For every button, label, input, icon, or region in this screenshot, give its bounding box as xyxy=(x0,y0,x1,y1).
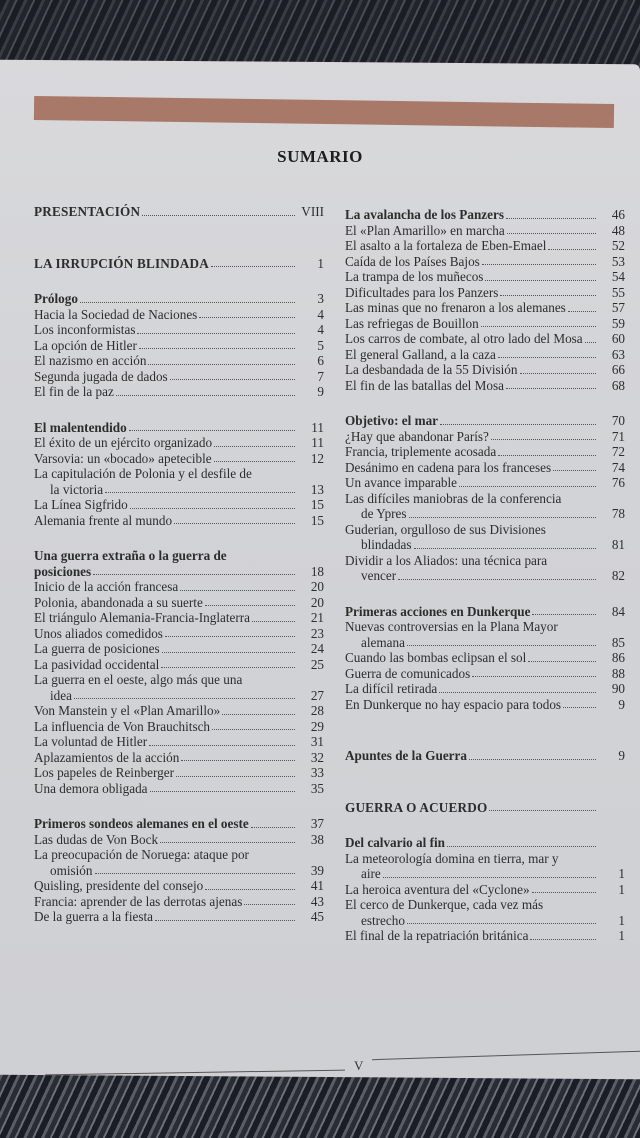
toc-entry[interactable] xyxy=(34,734,324,750)
leader-dots xyxy=(150,791,295,792)
leader-dots xyxy=(130,508,295,509)
toc-page-number: 59 xyxy=(611,315,625,331)
toc-label-continued: blindadas xyxy=(361,537,412,552)
leader-dots xyxy=(105,492,295,493)
leader-dots xyxy=(211,266,295,267)
leader-dots xyxy=(585,342,596,343)
toc-label: Francia: aprender de las derrotas ajenas xyxy=(34,893,243,909)
toc-entry[interactable] xyxy=(345,300,625,316)
toc-label: El éxito de un ejército organizado xyxy=(34,435,213,450)
toc-label: Los papeles de Reinberger xyxy=(34,765,175,780)
leader-dots xyxy=(459,486,596,487)
toc-page-number: 90 xyxy=(611,681,625,696)
toc-label: Guerra de comunicados xyxy=(345,665,471,681)
toc-page-number: 48 xyxy=(611,222,625,238)
toc-label-continued: vencer xyxy=(361,568,397,583)
toc-entry[interactable] xyxy=(345,666,625,682)
toc-page-number: 53 xyxy=(611,253,625,269)
leader-dots xyxy=(251,827,295,828)
toc-page-number: 78 xyxy=(611,506,625,521)
toc-page-number: 38 xyxy=(310,831,324,847)
leader-dots xyxy=(116,395,295,396)
toc-label: Primeras acciones en Dunkerque xyxy=(345,603,531,619)
toc-label-continued: alemana xyxy=(361,634,405,650)
toc-label: Alemania frente al mundo xyxy=(34,512,173,528)
leader-dots xyxy=(252,621,295,622)
toc-entry[interactable] xyxy=(34,338,324,354)
footer-page-number: V xyxy=(354,1058,364,1073)
toc-entry[interactable] xyxy=(345,285,625,301)
toc-entry[interactable] xyxy=(34,435,324,451)
toc-page-number: 88 xyxy=(611,665,625,681)
toc-page-number: 1 xyxy=(618,928,625,943)
toc-entry-part-guerra-o-acuerdo[interactable] xyxy=(345,800,625,816)
toc-page-number: 20 xyxy=(310,579,324,594)
toc-label: En Dunkerque no hay espacio para todos xyxy=(345,696,562,712)
toc-page-number: 4 xyxy=(317,322,324,337)
toc-label: La pasividad occidental xyxy=(34,656,160,672)
toc-entry[interactable] xyxy=(34,703,324,719)
toc-entry[interactable] xyxy=(345,619,625,650)
toc-label: Objetivo: el mar xyxy=(345,413,439,428)
toc-page-number: 31 xyxy=(310,734,324,749)
toc-label: GUERRA O ACUERDO xyxy=(345,799,488,815)
toc-chapter-sondeos[interactable] xyxy=(34,816,324,832)
toc-label: De la guerra a la fiesta xyxy=(34,909,153,924)
toc-entry[interactable] xyxy=(34,878,324,894)
toc-label: Von Manstein y el «Plan Amarillo» xyxy=(34,703,221,718)
leader-dots xyxy=(129,430,295,431)
page-title: SUMARIO xyxy=(277,147,363,166)
toc-label: La preocupación de Noruega: ataque por xyxy=(34,847,249,862)
leader-dots xyxy=(530,939,596,940)
toc-label: El fin de las batallas del Mosa xyxy=(345,377,504,393)
toc-entry[interactable] xyxy=(34,451,324,467)
toc-page-number: 71 xyxy=(611,428,625,444)
toc-label-continued: omisión xyxy=(50,862,93,878)
toc-entry[interactable] xyxy=(345,928,625,944)
toc-label: La heroica aventura del «Cyclone» xyxy=(345,881,530,897)
leader-dots xyxy=(528,661,596,662)
toc-label: Hacia la Sociedad de Naciones xyxy=(34,306,198,322)
toc-label-continued: aire xyxy=(361,866,381,881)
toc-entry[interactable] xyxy=(345,681,625,697)
toc-entry[interactable] xyxy=(345,491,625,522)
toc-label: Prólogo xyxy=(34,291,78,306)
toc-label: La influencia de Von Brauchitsch xyxy=(34,718,211,734)
toc-entry[interactable] xyxy=(345,362,625,378)
toc-page-number: 60 xyxy=(611,331,625,346)
toc-label: Caída de los Países Bajos xyxy=(345,253,480,269)
toc-page-number: 41 xyxy=(310,878,324,893)
toc-page-number: 1 xyxy=(618,881,625,897)
leader-dots xyxy=(162,652,295,653)
toc-label: Dificultades para los Panzers xyxy=(345,284,499,300)
toc-entry[interactable] xyxy=(345,316,625,332)
toc-label: Francia, triplemente acosada xyxy=(345,444,497,459)
toc-label: La voluntad de Hitler xyxy=(34,734,148,749)
toc-label: La Línea Sigfrido xyxy=(34,497,128,512)
toc-label-continued: estrecho xyxy=(361,912,405,928)
toc-entry[interactable] xyxy=(34,626,324,642)
toc-page-number: 9 xyxy=(317,384,324,399)
toc-entry[interactable] xyxy=(34,610,324,626)
toc-label: Unos aliados comedidos xyxy=(34,625,163,641)
toc-chapter-prologo[interactable] xyxy=(34,291,324,307)
toc-page-number: 35 xyxy=(310,780,324,796)
toc-entry[interactable] xyxy=(34,719,324,735)
leader-dots xyxy=(139,348,295,349)
toc-label-continued: de Ypres xyxy=(361,506,407,521)
toc-page-number: 68 xyxy=(611,377,625,393)
toc-label: Del calvario al fin xyxy=(345,835,445,850)
toc-entry[interactable] xyxy=(345,429,625,445)
toc-label: Una guerra extraña o la guerra de xyxy=(34,548,227,563)
toc-page-number: 81 xyxy=(611,537,625,552)
toc-label: La desbandada de la 55 División xyxy=(345,362,518,377)
toc-page-number: 4 xyxy=(317,306,324,322)
toc-page-number: 3 xyxy=(317,291,324,306)
leader-dots xyxy=(148,364,295,365)
toc-label: Una demora obligada xyxy=(34,780,148,796)
toc-entry[interactable] xyxy=(345,697,625,713)
toc-page-number: 45 xyxy=(310,909,324,924)
toc-page-number: 52 xyxy=(611,238,625,253)
toc-label: Inicio de la acción francesa xyxy=(34,579,179,594)
toc-page-number: 74 xyxy=(611,459,625,475)
toc-entry[interactable] xyxy=(34,307,324,323)
toc-entry[interactable] xyxy=(345,444,625,460)
toc-entry[interactable] xyxy=(34,909,324,925)
toc-page-number: 55 xyxy=(611,284,625,300)
toc-label: Las minas que no frenaron a los alemanes xyxy=(345,300,566,315)
toc-page-number: 21 xyxy=(310,610,324,625)
toc-entry[interactable] xyxy=(34,847,324,878)
leader-dots xyxy=(165,636,295,637)
leader-dots xyxy=(439,692,596,693)
toc-entry[interactable] xyxy=(34,894,324,910)
leader-dots xyxy=(214,461,295,462)
toc-page-number: 85 xyxy=(611,634,625,650)
leader-dots xyxy=(506,218,596,219)
leader-dots xyxy=(205,889,295,890)
toc-entry[interactable] xyxy=(34,513,324,529)
toc-label: Cuando las bombas eclipsan el sol xyxy=(345,650,527,665)
toc-page-number: 37 xyxy=(310,816,324,831)
leader-dots xyxy=(212,729,295,730)
toc-page-number: 27 xyxy=(310,687,324,703)
toc-chapter-calvario[interactable] xyxy=(345,835,625,851)
toc-entry[interactable] xyxy=(34,672,324,703)
toc-entry[interactable] xyxy=(345,254,625,270)
leader-dots xyxy=(440,424,596,425)
leader-dots xyxy=(485,280,596,281)
toc-label: La meteorología domina en tierra, mar y xyxy=(345,850,559,866)
toc-label: Segunda jugada de dados xyxy=(34,368,168,384)
leader-dots xyxy=(176,776,295,777)
toc-page-number: 32 xyxy=(310,749,324,765)
toc-page-number: 1 xyxy=(618,866,625,881)
toc-entry[interactable] xyxy=(34,466,324,497)
leader-dots xyxy=(161,667,295,668)
toc-label-continued: posiciones xyxy=(34,563,92,579)
toc-entry[interactable] xyxy=(345,223,625,239)
toc-entry[interactable] xyxy=(345,522,625,553)
leader-dots xyxy=(481,326,596,327)
toc-page-number: 20 xyxy=(310,594,324,610)
toc-entry[interactable] xyxy=(345,553,625,584)
leader-dots xyxy=(500,295,596,296)
toc-page-number: 70 xyxy=(611,413,625,428)
toc-label-continued: idea xyxy=(50,687,72,703)
leader-dots xyxy=(74,698,295,699)
toc-right-column xyxy=(345,207,625,944)
toc-label: La guerra de posiciones xyxy=(34,641,160,656)
toc-entry[interactable] xyxy=(34,641,324,657)
toc-label: El malentendido xyxy=(34,419,127,435)
toc-page-number: 18 xyxy=(310,563,324,579)
toc-label: PRESENTACIÓN xyxy=(34,204,141,219)
toc-label: Polonia, abandonada a su suerte xyxy=(34,594,203,610)
leader-dots xyxy=(447,846,596,847)
leader-dots xyxy=(548,249,596,250)
toc-page-number: 25 xyxy=(310,656,324,672)
leader-dots xyxy=(498,357,596,358)
leader-dots xyxy=(205,605,295,606)
toc-page-number: 54 xyxy=(611,269,625,284)
toc-page-number: 82 xyxy=(611,568,625,583)
toc-entry[interactable] xyxy=(345,851,625,882)
leader-dots xyxy=(407,923,596,924)
toc-label: El «Plan Amarillo» en marcha xyxy=(345,222,505,238)
toc-label: Quisling, presidente del consejo xyxy=(34,878,204,893)
toc-label: La opción de Hitler xyxy=(34,337,137,353)
leader-dots xyxy=(95,873,296,874)
leader-dots xyxy=(137,333,295,334)
toc-page-number: 11 xyxy=(311,435,324,450)
leader-dots xyxy=(244,904,295,905)
toc-entry[interactable] xyxy=(345,347,625,363)
toc-entry[interactable] xyxy=(345,897,625,928)
toc-entry[interactable] xyxy=(34,750,324,766)
leader-dots xyxy=(80,302,295,303)
toc-page-number: 86 xyxy=(611,650,625,665)
leader-dots xyxy=(93,574,295,575)
toc-chapter-apuntes[interactable] xyxy=(345,748,625,764)
toc-label-continued: la victoria xyxy=(50,481,104,497)
toc-page-number: 24 xyxy=(310,641,324,656)
toc-label: El cerco de Dunkerque, cada vez más xyxy=(345,897,544,912)
leader-dots xyxy=(199,317,295,318)
leader-dots xyxy=(398,579,596,580)
toc-label: Nuevas controversias en la Plana Mayor xyxy=(345,619,558,634)
toc-label: Un avance imparable xyxy=(345,475,458,490)
toc-chapter-avalancha[interactable] xyxy=(345,207,625,223)
toc-label: La difícil retirada xyxy=(345,681,438,696)
leader-dots xyxy=(469,759,596,760)
toc-label: El fin de la paz xyxy=(34,384,114,399)
toc-page-number: 12 xyxy=(310,450,324,466)
leader-dots xyxy=(506,388,596,389)
toc-page-number: 66 xyxy=(611,362,625,377)
toc-page-number: 39 xyxy=(310,862,324,878)
toc-label: Dividir a los Aliados: una técnica para xyxy=(345,552,548,568)
toc-entry[interactable] xyxy=(34,832,324,848)
leader-dots xyxy=(407,645,596,646)
toc-label: Los carros de combate, al otro lado del Mosa xyxy=(345,331,583,346)
leader-dots xyxy=(160,842,295,843)
leader-dots xyxy=(553,470,596,471)
leader-dots xyxy=(142,215,295,216)
toc-entry-presentacion[interactable] xyxy=(34,204,324,220)
toc-page-number: 6 xyxy=(317,353,324,368)
leader-dots xyxy=(155,920,295,921)
toc-entry[interactable] xyxy=(34,657,324,673)
toc-entry[interactable] xyxy=(34,595,324,611)
toc-page-number: 1 xyxy=(618,912,625,928)
leader-dots xyxy=(149,745,295,746)
toc-page-number: 43 xyxy=(310,893,324,909)
toc-label: El general Galland, a la caza xyxy=(345,346,496,362)
leader-dots xyxy=(414,548,596,549)
toc-page-number: 23 xyxy=(310,625,324,641)
toc-entry[interactable] xyxy=(34,497,324,513)
toc-entry[interactable] xyxy=(34,765,324,781)
toc-label: Guderian, orgulloso de sus Divisiones xyxy=(345,521,546,537)
toc-left-column xyxy=(34,204,324,925)
leader-dots xyxy=(568,311,596,312)
toc-label: La capitulación de Polonia y el desfile de xyxy=(34,466,252,481)
leader-dots xyxy=(532,892,596,893)
toc-page-number: 15 xyxy=(310,497,324,512)
toc-entry[interactable] xyxy=(34,579,324,595)
toc-page-number: 13 xyxy=(310,481,324,497)
toc-entry[interactable] xyxy=(34,369,324,385)
toc-entry[interactable] xyxy=(345,378,625,394)
toc-label: La avalancha de los Panzers xyxy=(345,207,504,222)
leader-dots xyxy=(214,446,295,447)
leader-dots xyxy=(563,707,596,708)
toc-page-number: 57 xyxy=(611,300,625,315)
toc-entry[interactable] xyxy=(345,882,625,898)
toc-label: Varsovia: un «bocado» apetecible xyxy=(34,450,212,466)
toc-label: El final de la repatriación británica xyxy=(345,928,529,943)
toc-page-number: 9 xyxy=(618,748,625,763)
leader-dots xyxy=(409,517,596,518)
leader-dots xyxy=(489,810,596,811)
toc-page-number: VIII xyxy=(301,204,324,219)
leader-dots xyxy=(181,760,295,761)
leader-dots xyxy=(520,373,597,374)
toc-page-number: 15 xyxy=(310,512,324,528)
toc-label: LA IRRUPCIÓN BLINDADA xyxy=(34,255,209,271)
toc-entry[interactable] xyxy=(345,460,625,476)
toc-label: La guerra en el oeste, algo más que una xyxy=(34,672,243,687)
toc-label: Apuntes de la Guerra xyxy=(345,748,467,763)
toc-page-number: 84 xyxy=(611,603,625,619)
toc-label: ¿Hay que abandonar París? xyxy=(345,428,489,444)
toc-entry[interactable] xyxy=(345,331,625,347)
toc-page-number: 63 xyxy=(611,346,625,362)
toc-chapter-malentendido[interactable] xyxy=(34,420,324,436)
toc-label: La trampa de los muñecos xyxy=(345,269,484,284)
toc-page-number: 33 xyxy=(310,765,324,780)
leader-dots xyxy=(482,264,596,265)
toc-entry[interactable] xyxy=(345,238,625,254)
toc-page-number: 46 xyxy=(611,207,625,222)
toc-label: Las dudas de Von Bock xyxy=(34,831,159,847)
leader-dots xyxy=(507,233,596,234)
toc-page-number: 5 xyxy=(317,337,324,353)
toc-label: Desánimo en cadena para los franceses xyxy=(345,459,552,475)
toc-page-number: 1 xyxy=(317,255,324,271)
leader-dots xyxy=(174,523,295,524)
leader-dots xyxy=(222,714,295,715)
toc-entry[interactable] xyxy=(345,650,625,666)
leader-dots xyxy=(532,614,596,615)
toc-page-number: 28 xyxy=(310,703,324,718)
leader-dots xyxy=(472,676,596,677)
toc-label: Aplazamientos de la acción xyxy=(34,749,180,765)
toc-entry-part-irrupcion[interactable] xyxy=(34,256,324,272)
leader-dots xyxy=(170,379,295,380)
leader-dots xyxy=(498,455,596,456)
toc-label: El triángulo Alemania-Francia-Inglaterra xyxy=(34,610,251,625)
toc-page-number: 29 xyxy=(310,718,324,734)
toc-page-number: 76 xyxy=(611,475,625,490)
toc-label: Las difíciles maniobras de la conferencia xyxy=(345,490,562,506)
toc-entry[interactable] xyxy=(34,781,324,797)
toc-entry[interactable] xyxy=(34,384,324,400)
toc-entry[interactable] xyxy=(345,475,625,491)
toc-page-number: 72 xyxy=(611,444,625,459)
toc-chapter-dunkerque[interactable] xyxy=(345,604,625,620)
toc-chapter-objetivo[interactable] xyxy=(345,413,625,429)
leader-dots xyxy=(491,439,596,440)
leader-dots xyxy=(180,590,295,591)
leader-dots xyxy=(383,877,596,878)
toc-entry[interactable] xyxy=(345,269,625,285)
toc-chapter-guerra-extrana[interactable] xyxy=(34,548,324,579)
toc-page-number: 9 xyxy=(618,696,625,712)
toc-label: Los inconformistas xyxy=(34,322,136,337)
toc-page-number: 7 xyxy=(317,368,324,384)
toc-label: Primeros sondeos alemanes en el oeste xyxy=(34,816,249,831)
toc-label: El asalto a la fortaleza de Eben-Emael xyxy=(345,238,547,253)
toc-label: El nazismo en acción xyxy=(34,353,147,368)
toc-entry[interactable] xyxy=(34,353,324,369)
toc-page-number: 11 xyxy=(311,419,324,435)
toc-label: Las refriegas de Bouillon xyxy=(345,315,479,331)
toc-entry[interactable] xyxy=(34,322,324,338)
